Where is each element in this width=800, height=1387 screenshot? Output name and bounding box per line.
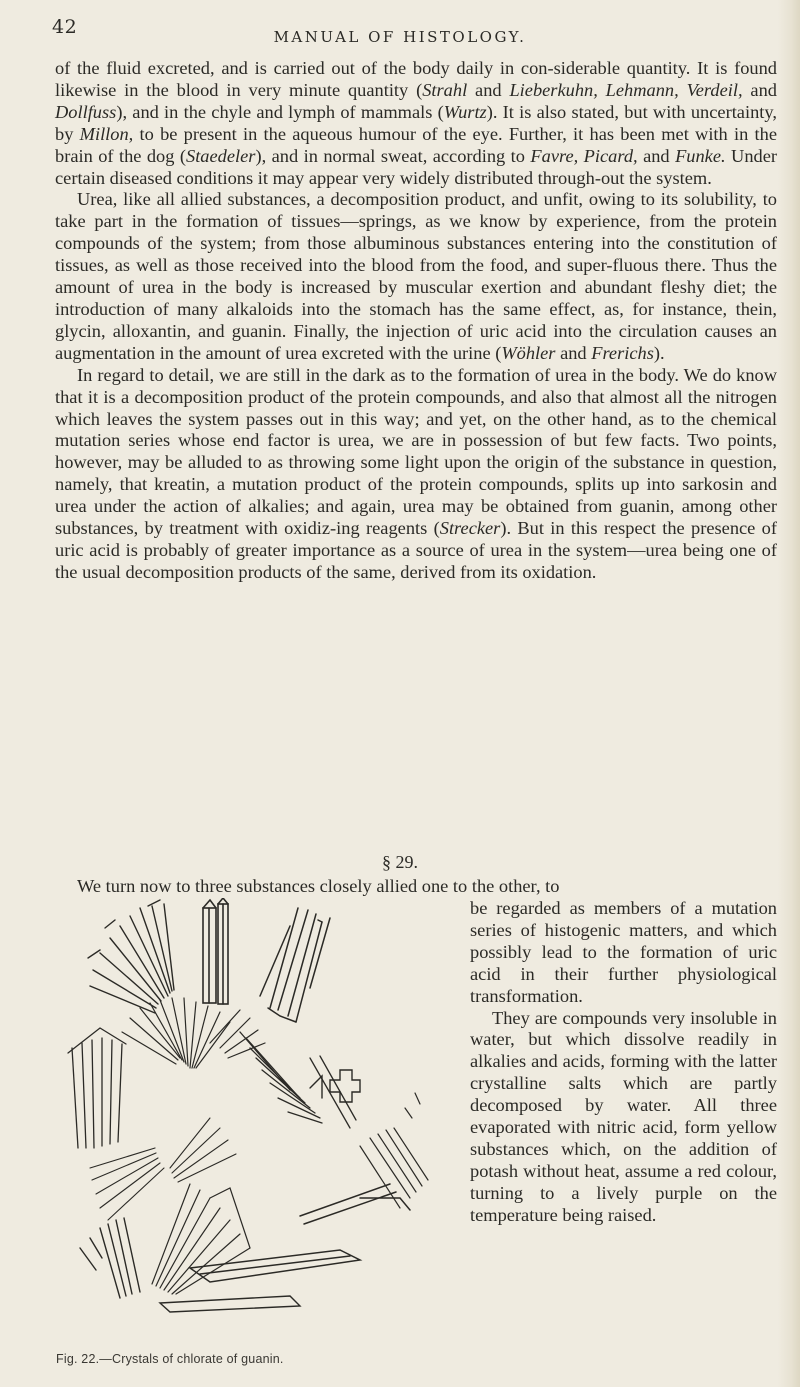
crystal-prism-horizontal [190, 1184, 410, 1282]
text-run: to be present in the aqueous humour of the eye. Further, it has been met with in the brain of the dog ( [55, 123, 777, 166]
crystal-cross-right [310, 1070, 360, 1102]
paragraph-2 [55, 189, 777, 364]
text-run: of the fluid excreted, and is carried out of the body daily in con-siderable quantity. It is found likewise in the blood in very minute quantity ( [55, 58, 777, 100]
page-edge-shadow [778, 0, 800, 1387]
italic-run: Lieberkuhn, Lehmann, Verdeil, [509, 79, 743, 100]
section-lead-line: We turn now to three substances closely allied one to the other, to [77, 876, 560, 896]
text-run: ). But in this respect the presence of uric acid is probably of greater importance as a source of urea in the system—urea being one of the usual decomposition products of the same, derived from its oxidation. [55, 518, 777, 582]
text-run: ). [653, 342, 665, 363]
text-run: and [637, 145, 676, 166]
italic-run: Wurtz [443, 101, 487, 122]
italic-run: Strecker [439, 518, 501, 539]
running-title: MANUAL OF HISTOLOGY. [273, 28, 527, 46]
text-run: and [467, 79, 510, 100]
crystal-fan-lower [152, 1184, 250, 1294]
paragraph-1 [55, 58, 777, 189]
side-paragraph-2: They are compounds very insoluble in water, but which dissolve readily in alkalies and acids, forming with the latter crystalline salts which are partly decomposed by water. All three evaporated with nitric acid, form yellow substances which, on the addition of potash without heat, assume a red colour, turning to a lively purple on the temperature being raised. [470, 1007, 777, 1225]
italic-run: Staedeler [186, 145, 256, 166]
crystal-columns-lower-left [80, 1218, 140, 1298]
italic-run: Millon, [79, 123, 134, 144]
crystal-cluster-top-left [88, 900, 174, 1013]
paragraph-3 [55, 365, 777, 584]
italic-run: Frerichs [591, 342, 654, 363]
page-number: 42 [52, 16, 78, 38]
text-run: Urea, like all allied substances, a decomposition product, and unfit, owing to its solubility, to take part in the formation of tissues—springs, as we know by experience, from the protein compounds of the system; from those albuminous substances entering into the constitution of tissues, as well as those received into the blood from the food, and super-fluous there. Thus the amount of urea in the body is increased by muscular exertion and abundant fleshy diet; the introduction of many alkaloids into the stomach has the same effect, as, for instance, thein, glycin, alloxantin, and guanin. Finally, the injection of uric acid into the circulation causes an augmentation in the amount of urea excreted with the urine ( [55, 189, 777, 363]
italic-run: Favre, Picard, [530, 145, 638, 166]
figure-caption: Fig. 22.—Crystals of chlorate of guanin. [56, 1352, 284, 1366]
crystal-prisms-center [203, 898, 228, 1004]
text-run: ), and in the chyle and lymph of mammals ( [116, 101, 444, 122]
section-heading: § 29. [382, 852, 418, 872]
section-side-text [470, 898, 777, 1227]
text-run: Under certain diseased conditions it may appear very widely distributed through-out the system. [55, 145, 778, 188]
text-run: and [555, 342, 592, 363]
text-run: ), and in normal sweat, according to [255, 145, 531, 166]
italic-run: Strahl [422, 79, 468, 100]
text-run: and [742, 79, 777, 100]
italic-run: Wöhler [501, 342, 556, 363]
text-run: In regard to detail, we are still in the dark as to the formation of urea in the body. We do know that it is a decomposition product of the protein compounds, and also that almost all the nitrogen which leaves the system passes out in this way; and yet, on the other hand, as to the chemical mutation series whose end factor is urea, we are in possession of but few facts. Two points, however, may be alluded to as throwing some light upon the origin of the substance in question, namely, that kreatin, a mutation product of the protein compounds, splits up into sarkosin and urea under the action of alkalies; and again, urea may be obtained from guanin, among other substances, by treatment with oxidiz-ing reagents ( [55, 364, 777, 539]
side-paragraph-1: be regarded as members of a mutation series of histogenic matters, and which possibly lead to the formation of uric acid in their further physiological transformation. [470, 898, 777, 1006]
crystal-needles-upper-right [260, 908, 330, 1022]
figure-crystals [60, 898, 462, 1318]
crystal-spray-middle [90, 1118, 236, 1220]
italic-run: Dollfuss [55, 101, 117, 122]
body-text [55, 58, 777, 584]
crystal-columns-left [68, 1028, 126, 1148]
crystal-illustration [60, 898, 462, 1318]
italic-run: Funke. [675, 145, 726, 166]
text-run: ). It is also stated, but with uncertainty, by [55, 101, 777, 144]
crystal-prism-bottom [160, 1296, 300, 1312]
